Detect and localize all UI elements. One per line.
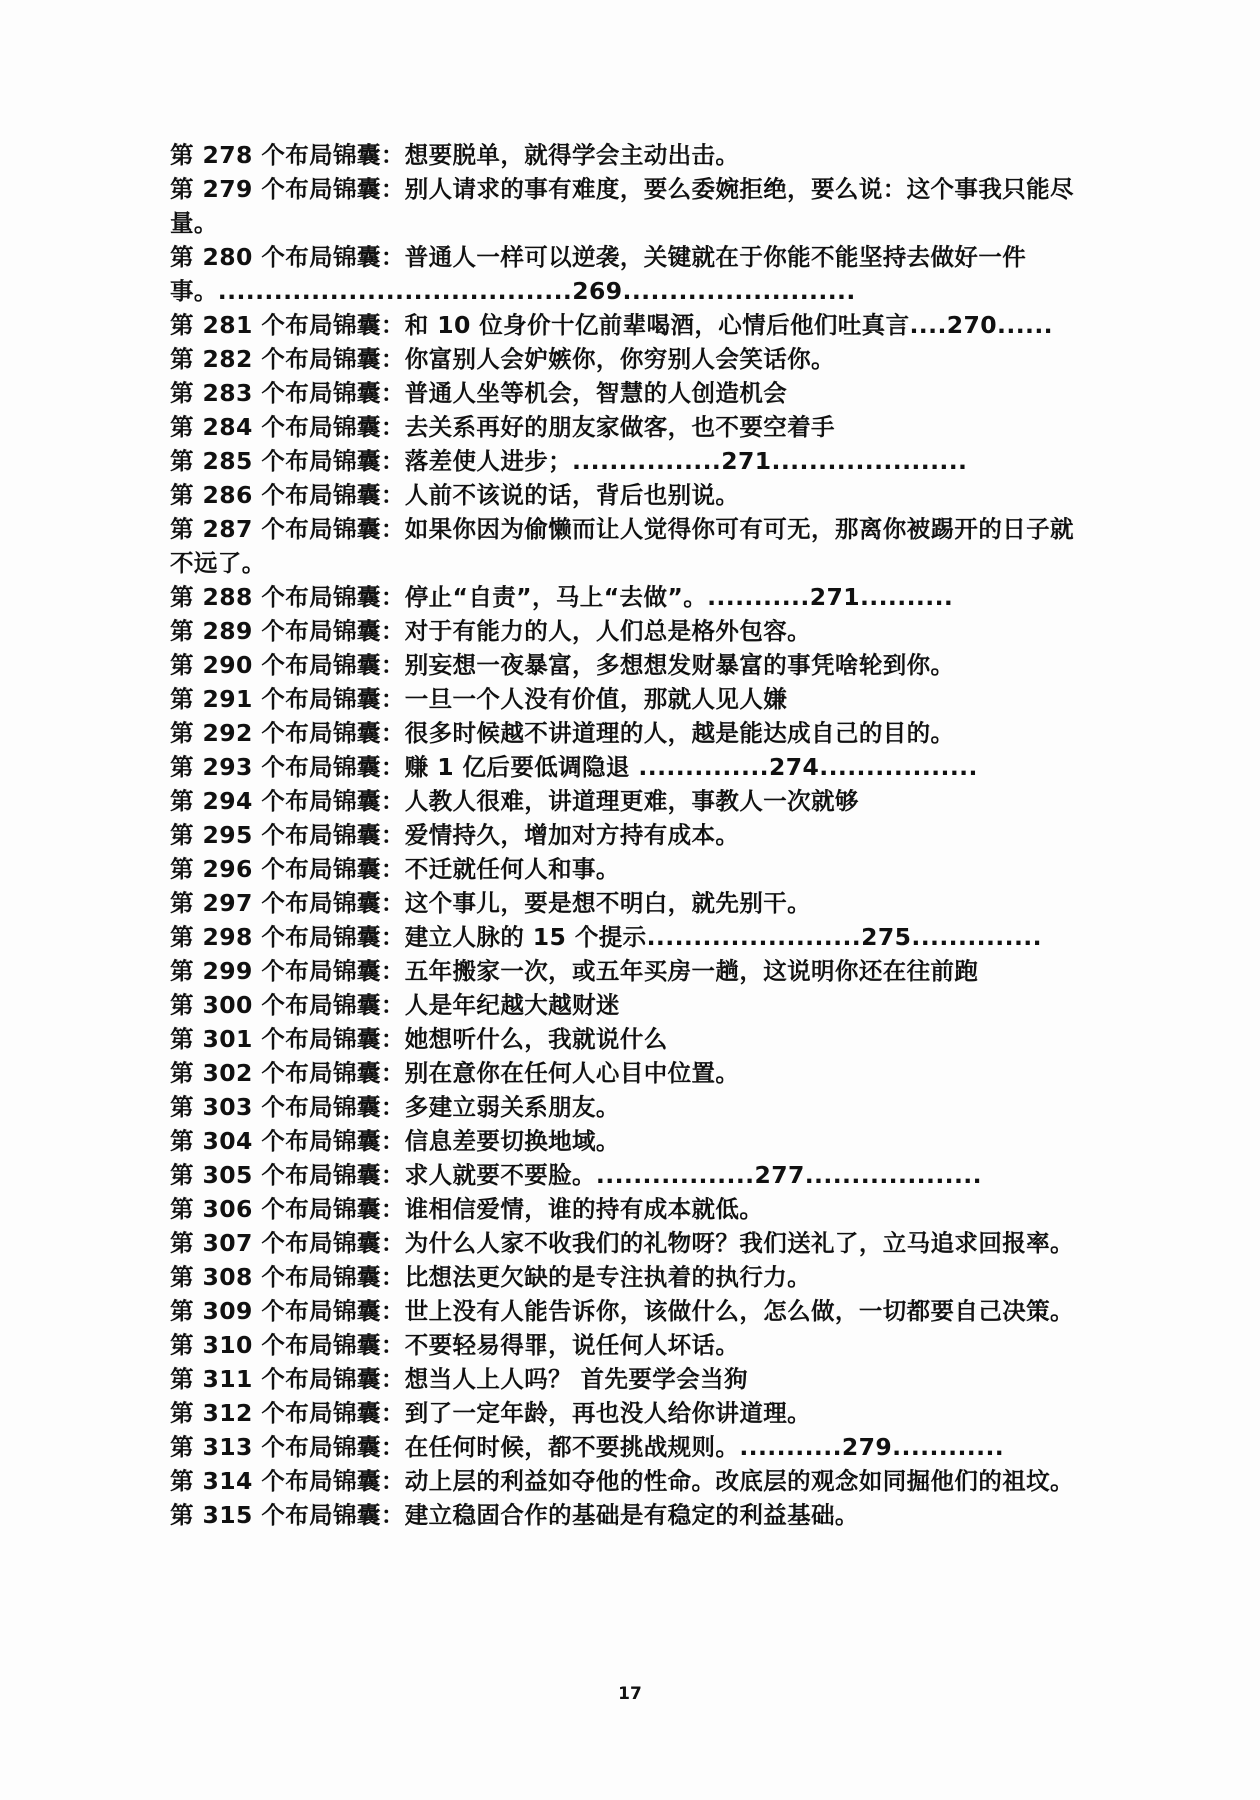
toc-entry-288: 第 288 个布局锦囊：停止“自责”，马上“去做”。...........271..........	[170, 583, 954, 611]
toc-entry-278: 第 278 个布局锦囊：想要脱单，就得学会主动出击。	[170, 141, 740, 169]
toc-entry-283: 第 283 个布局锦囊：普通人坐等机会，智慧的人创造机会	[170, 379, 788, 407]
toc-entry-282: 第 282 个布局锦囊：你富别人会妒嫉你，你穷别人会笑话你。	[170, 345, 835, 373]
toc-entry-304: 第 304 个布局锦囊：信息差要切换地域。	[170, 1127, 620, 1155]
toc-entry-301: 第 301 个布局锦囊：她想听什么，我就说什么	[170, 1025, 668, 1053]
toc-entry-307: 第 307 个布局锦囊：为什么人家不收我们的礼物呀？我们送礼了，立马追求回报率。	[170, 1229, 1074, 1257]
table-of-contents	[170, 138, 1086, 1532]
toc-entry-293: 第 293 个布局锦囊：赚 1 亿后要低调隐退 ..............274.................	[170, 753, 978, 781]
toc-entry-280: 第 280 个布局锦囊：普通人一样可以逆袭，关键就在于你能不能坚持去做好一件事。......................................269.........................	[170, 243, 1027, 305]
toc-entry-313: 第 313 个布局锦囊：在任何时候，都不要挑战规则。...........279............	[170, 1433, 1005, 1461]
toc-entry-296: 第 296 个布局锦囊：不迁就任何人和事。	[170, 855, 620, 883]
toc-entry-295: 第 295 个布局锦囊：爱情持久，增加对方持有成本。	[170, 821, 740, 849]
toc-entry-289: 第 289 个布局锦囊：对于有能力的人，人们总是格外包容。	[170, 617, 812, 645]
toc-entry-285: 第 285 个布局锦囊：落差使人进步；................271.....................	[170, 447, 968, 475]
toc-entry-279: 第 279 个布局锦囊：别人请求的事有难度，要么委婉拒绝，要么说：这个事我只能尽量。	[170, 175, 1074, 237]
toc-entry-299: 第 299 个布局锦囊：五年搬家一次，或五年买房一趟，这说明你还在往前跑	[170, 957, 979, 985]
toc-entry-309: 第 309 个布局锦囊：世上没有人能告诉你，该做什么，怎么做，一切都要自己决策。	[170, 1297, 1074, 1325]
toc-entry-291: 第 291 个布局锦囊：一旦一个人没有价值，那就人见人嫌	[170, 685, 788, 713]
toc-entry-310: 第 310 个布局锦囊：不要轻易得罪，说任何人坏话。	[170, 1331, 740, 1359]
toc-entry-314: 第 314 个布局锦囊：动上层的利益如夺他的性命。改底层的观念如同掘他们的祖坟。	[170, 1467, 1074, 1495]
toc-entry-287: 第 287 个布局锦囊：如果你因为偷懒而让人觉得你可有可无，那离你被踢开的日子就不远了。	[170, 515, 1074, 577]
toc-entry-308: 第 308 个布局锦囊：比想法更欠缺的是专注执着的执行力。	[170, 1263, 812, 1291]
toc-entry-306: 第 306 个布局锦囊：谁相信爱情，谁的持有成本就低。	[170, 1195, 764, 1223]
toc-entry-290: 第 290 个布局锦囊：别妄想一夜暴富，多想想发财暴富的事凭啥轮到你。	[170, 651, 955, 679]
toc-entry-297: 第 297 个布局锦囊：这个事儿，要是想不明白，就先别干。	[170, 889, 812, 917]
toc-entry-300: 第 300 个布局锦囊：人是年纪越大越财迷	[170, 991, 620, 1019]
toc-entry-284: 第 284 个布局锦囊：去关系再好的朋友家做客，也不要空着手	[170, 413, 835, 441]
toc-entry-298: 第 298 个布局锦囊：建立人脉的 15 个提示.......................275..............	[170, 923, 1042, 951]
toc-entry-315: 第 315 个布局锦囊：建立稳固合作的基础是有稳定的利益基础。	[170, 1501, 859, 1529]
toc-entry-286: 第 286 个布局锦囊：人前不该说的话，背后也别说。	[170, 481, 740, 509]
toc-entry-292: 第 292 个布局锦囊：很多时候越不讲道理的人，越是能达成自己的目的。	[170, 719, 955, 747]
toc-entry-281: 第 281 个布局锦囊：和 10 位身价十亿前辈喝酒，心情后他们吐真言....270......	[170, 311, 1054, 339]
page-number: 17	[618, 1684, 642, 1704]
toc-entry-311: 第 311 个布局锦囊：想当人上人吗？ 首先要学会当狗	[170, 1365, 748, 1393]
toc-entry-302: 第 302 个布局锦囊：别在意你在任何人心目中位置。	[170, 1059, 740, 1087]
toc-entry-303: 第 303 个布局锦囊：多建立弱关系朋友。	[170, 1093, 620, 1121]
toc-entry-305: 第 305 个布局锦囊：求人就要不要脸。.................277...................	[170, 1161, 982, 1189]
toc-entry-294: 第 294 个布局锦囊：人教人很难，讲道理更难，事教人一次就够	[170, 787, 859, 815]
toc-entry-312: 第 312 个布局锦囊：到了一定年龄，再也没人给你讲道理。	[170, 1399, 812, 1427]
